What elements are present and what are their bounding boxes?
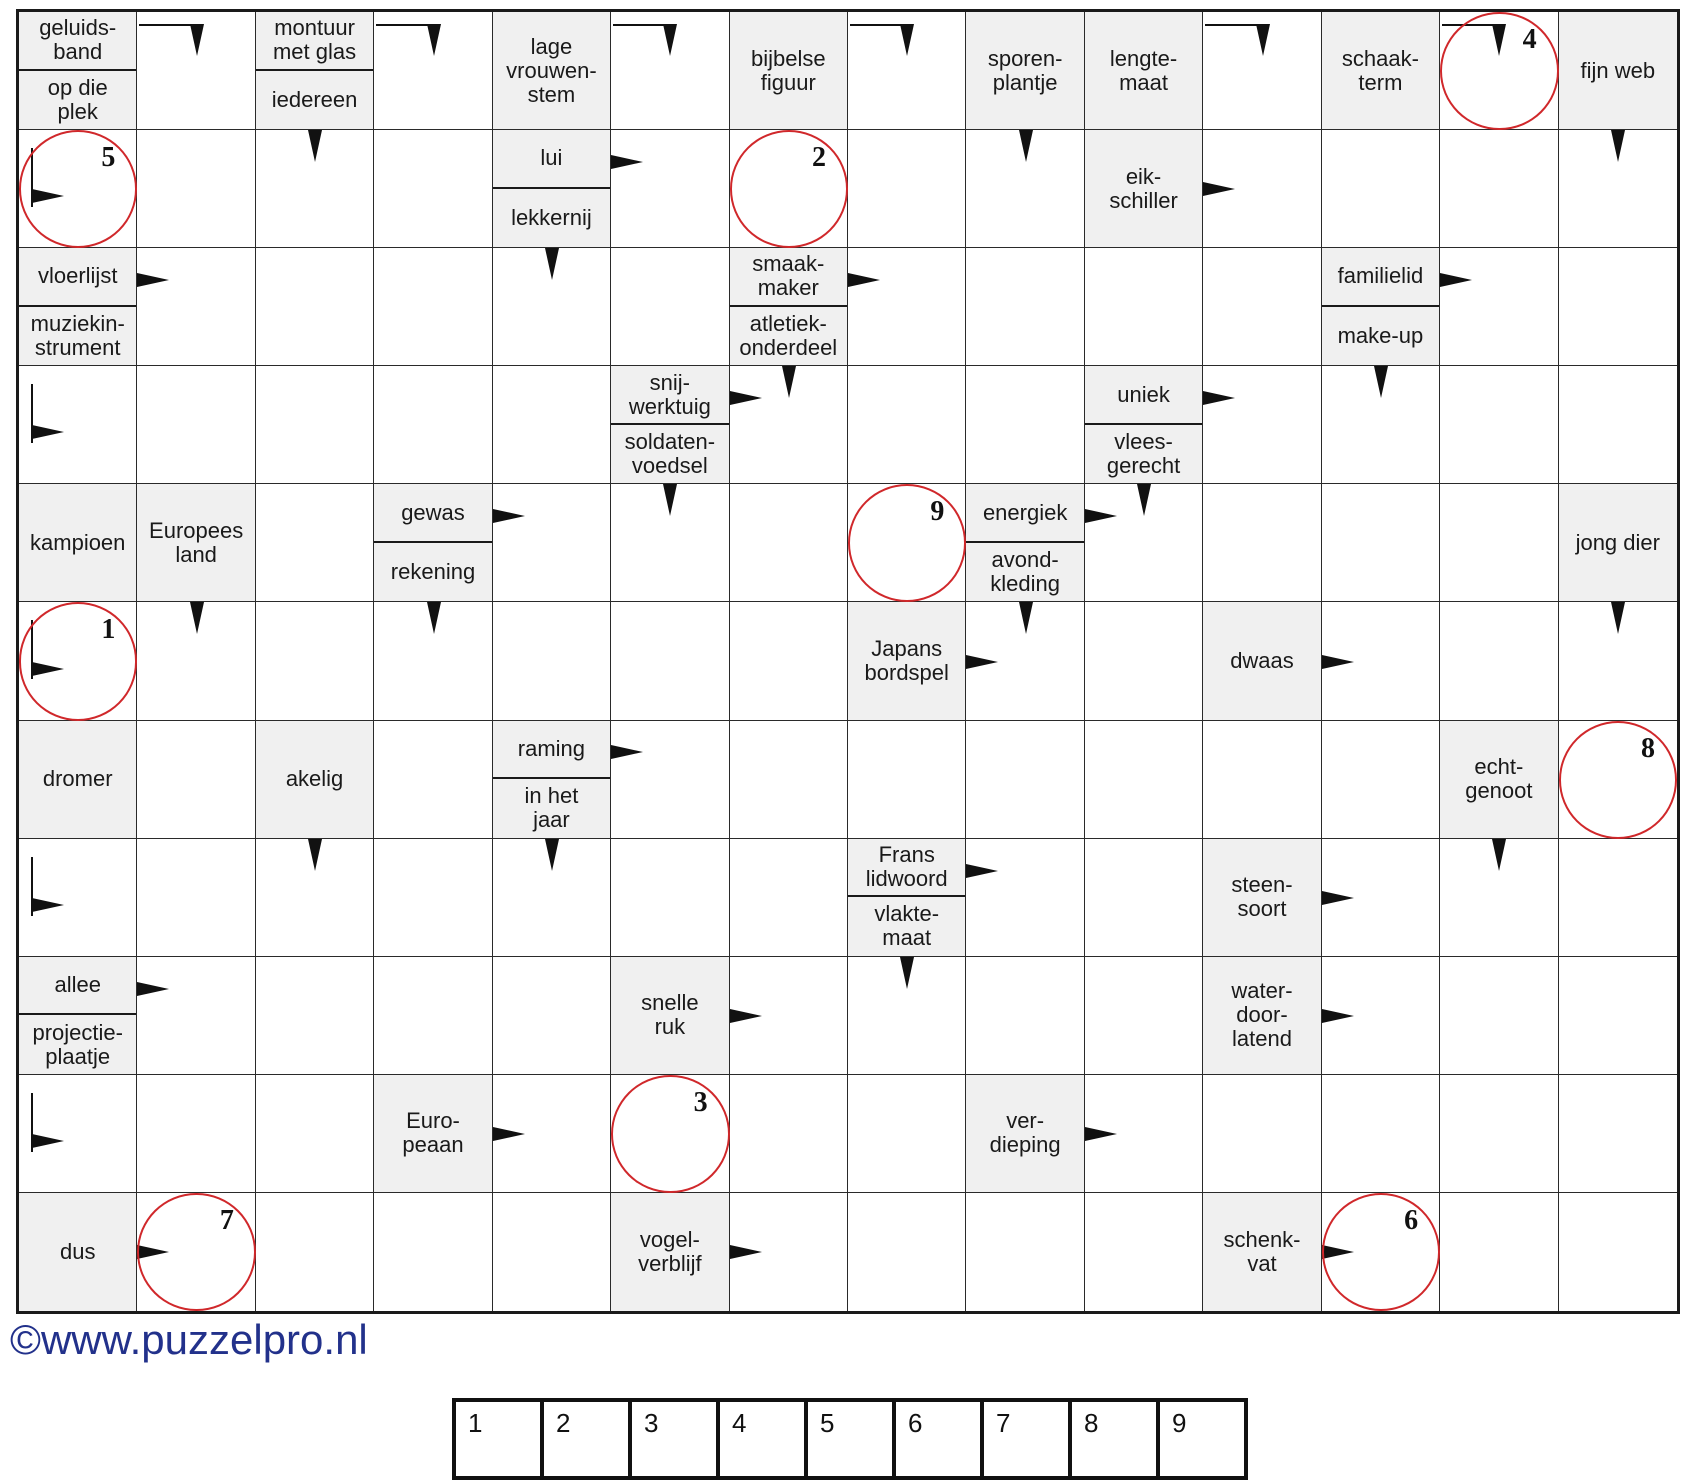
circle-number: 2 xyxy=(811,142,826,174)
answer-cell[interactable] xyxy=(256,484,374,602)
arrow-right-icon xyxy=(32,1134,64,1148)
clue-cell xyxy=(1203,839,1321,957)
clue-text: jong dier xyxy=(1575,529,1660,555)
answer-cell[interactable] xyxy=(1322,130,1440,248)
clue-text: schenk- vat xyxy=(1223,1226,1301,1276)
circle-number: 3 xyxy=(693,1086,708,1118)
arrow-down-icon xyxy=(1019,130,1033,162)
arrow-down-icon xyxy=(1019,602,1033,634)
clue-text-top: vloerlijst xyxy=(19,248,136,307)
answer-cell[interactable] xyxy=(611,130,729,248)
clue-cell xyxy=(19,957,137,1075)
answer-cell[interactable] xyxy=(1322,721,1440,839)
clue-cell xyxy=(730,12,848,130)
arrow-right-icon xyxy=(1440,273,1472,287)
solution-circle[interactable] xyxy=(1440,12,1558,130)
solution-circle[interactable] xyxy=(730,130,848,248)
clue-cell xyxy=(1085,366,1203,484)
answer-cell[interactable] xyxy=(374,957,492,1075)
arrow-down-icon xyxy=(1492,839,1506,871)
clue-text-top: smaak- maker xyxy=(730,248,847,307)
clue-text-bottom: make-up xyxy=(1337,322,1424,348)
clue-text-top: montuur met glas xyxy=(256,12,373,71)
clue-text-bottom: rekening xyxy=(390,559,476,585)
answer-cell[interactable] xyxy=(966,839,1084,957)
clue-text: sporen- plantje xyxy=(987,45,1063,95)
answer-cell[interactable] xyxy=(1559,957,1677,1075)
clue-text: bijbelse figuur xyxy=(750,45,826,95)
clue-text-top: snij- werktuig xyxy=(611,366,728,425)
answer-cell[interactable] xyxy=(1203,366,1321,484)
answer-cell[interactable] xyxy=(1440,484,1558,602)
arrow-right-icon xyxy=(730,1245,762,1259)
clue-cell xyxy=(1085,12,1203,130)
clue-text-bottom: atletiek- onderdeel xyxy=(739,310,838,360)
clue-text-bottom: avond- kleding xyxy=(990,547,1060,597)
solution-number: 9 xyxy=(1172,1408,1187,1438)
arrow-down-icon xyxy=(545,248,559,280)
arrow-down-icon xyxy=(308,130,322,162)
clue-text-top: uniek xyxy=(1085,366,1202,425)
clue-cell xyxy=(966,12,1084,130)
arrow-right-icon xyxy=(966,655,998,669)
arrow-down-icon xyxy=(1611,130,1625,162)
answer-cell[interactable] xyxy=(966,721,1084,839)
solution-cell[interactable] xyxy=(896,1402,984,1476)
arrow-down-icon xyxy=(1137,484,1151,516)
solution-cell[interactable] xyxy=(984,1402,1072,1476)
answer-cell[interactable] xyxy=(137,366,255,484)
clue-text: water- door- latend xyxy=(1231,978,1293,1052)
arrow-right-icon xyxy=(493,509,525,523)
answer-cell[interactable] xyxy=(966,366,1084,484)
answer-cell[interactable] xyxy=(730,602,848,720)
clue-text-top: Frans lidwoord xyxy=(848,839,965,898)
clue-text: dus xyxy=(59,1238,96,1264)
clue-text: kampioen xyxy=(30,529,126,555)
solution-cell[interactable] xyxy=(720,1402,808,1476)
answer-cell[interactable] xyxy=(1559,248,1677,366)
answer-cell[interactable] xyxy=(374,366,492,484)
answer-cell[interactable] xyxy=(1559,839,1677,957)
solution-number: 3 xyxy=(644,1408,659,1438)
clue-cell xyxy=(1203,957,1321,1075)
arrow-right-icon xyxy=(32,898,64,912)
solution-number: 2 xyxy=(556,1408,571,1438)
arrow-down-icon xyxy=(308,839,322,871)
answer-cell[interactable] xyxy=(1203,721,1321,839)
answer-cell[interactable] xyxy=(1559,1075,1677,1193)
clue-text: vogel- verblijf xyxy=(638,1226,702,1276)
answer-cell[interactable] xyxy=(1440,248,1558,366)
solution-circle[interactable] xyxy=(1322,1193,1440,1311)
solution-cell[interactable] xyxy=(544,1402,632,1476)
clue-text: lage vrouwen- stem xyxy=(506,33,597,107)
answer-cell[interactable] xyxy=(493,1193,611,1311)
arrow-right-icon xyxy=(730,1009,762,1023)
solution-circle[interactable] xyxy=(611,1075,729,1193)
clue-text-top: gewas xyxy=(374,484,491,543)
arrow-down-icon xyxy=(663,24,677,56)
arrow-right-icon xyxy=(1203,182,1235,196)
clue-cell xyxy=(1559,484,1677,602)
answer-cell[interactable] xyxy=(256,366,374,484)
answer-cell[interactable] xyxy=(848,130,966,248)
answer-cell[interactable] xyxy=(1559,366,1677,484)
circle-number: 1 xyxy=(101,614,116,646)
answer-cell[interactable] xyxy=(1085,248,1203,366)
clue-cell xyxy=(19,1193,137,1311)
clue-cell xyxy=(611,957,729,1075)
arrow-right-icon xyxy=(1322,1009,1354,1023)
arrow-right-icon xyxy=(137,273,169,287)
arrow-down-icon xyxy=(663,484,677,516)
copyright-link[interactable]: ©www.puzzelpro.nl xyxy=(10,1316,368,1363)
clue-cell xyxy=(611,366,729,484)
clue-cell xyxy=(1085,130,1203,248)
answer-cell[interactable] xyxy=(1440,602,1558,720)
answer-cell[interactable] xyxy=(1559,1193,1677,1311)
clue-cell xyxy=(966,484,1084,602)
answer-cell[interactable] xyxy=(1203,484,1321,602)
arrow-down-icon xyxy=(900,957,914,989)
arrow-down-icon xyxy=(545,839,559,871)
arrow-right-icon xyxy=(611,745,643,759)
solution-circle[interactable] xyxy=(137,1193,255,1311)
clue-cell xyxy=(1559,12,1677,130)
answer-cell[interactable] xyxy=(374,839,492,957)
clue-cell xyxy=(1203,1193,1321,1311)
clue-text-top: geluids- band xyxy=(19,12,136,71)
solution-circle[interactable] xyxy=(848,484,966,602)
arrow-down-icon xyxy=(900,24,914,56)
solution-number: 7 xyxy=(996,1408,1011,1438)
circle-number: 4 xyxy=(1522,24,1537,55)
answer-cell[interactable] xyxy=(493,957,611,1075)
answer-cell[interactable] xyxy=(374,248,492,366)
answer-cell[interactable] xyxy=(137,1075,255,1193)
arrow-down-icon xyxy=(1611,602,1625,634)
answer-cell[interactable] xyxy=(1085,839,1203,957)
clue-text-bottom: vlakte- maat xyxy=(874,901,940,951)
answer-cell[interactable] xyxy=(1085,957,1203,1075)
answer-cell[interactable] xyxy=(137,248,255,366)
circle-number: 5 xyxy=(101,142,116,174)
answer-cell[interactable] xyxy=(256,248,374,366)
clue-cell xyxy=(374,484,492,602)
circle-number: 7 xyxy=(219,1204,234,1236)
answer-cell[interactable] xyxy=(137,839,255,957)
clue-text-bottom: projectie- plaatje xyxy=(32,1019,123,1069)
clue-text-top: raming xyxy=(493,721,610,780)
solution-cell[interactable] xyxy=(1160,1402,1244,1476)
solution-circle[interactable] xyxy=(19,130,137,248)
clue-text: ver- dieping xyxy=(989,1108,1061,1158)
solution-number: 6 xyxy=(908,1408,923,1438)
solution-circle[interactable] xyxy=(19,602,137,720)
clue-cell xyxy=(1203,602,1321,720)
arrow-right-icon xyxy=(848,273,880,287)
clue-text-top: familielid xyxy=(1322,248,1439,307)
crossword-grid xyxy=(16,9,1680,1314)
clue-cell xyxy=(966,1075,1084,1193)
clue-cell xyxy=(19,248,137,366)
clue-text-bottom: soldaten- voedsel xyxy=(624,429,716,479)
answer-cell[interactable] xyxy=(730,839,848,957)
clue-text-bottom: iedereen xyxy=(271,86,358,112)
arrow-down-icon xyxy=(1374,366,1388,398)
answer-cell[interactable] xyxy=(256,957,374,1075)
arrow-right-icon xyxy=(1322,891,1354,905)
answer-cell[interactable] xyxy=(1440,130,1558,248)
answer-cell[interactable] xyxy=(493,484,611,602)
answer-cell[interactable] xyxy=(611,248,729,366)
solution-number: 4 xyxy=(732,1408,747,1438)
arrow-right-icon xyxy=(32,425,64,439)
solution-number: 8 xyxy=(1084,1408,1099,1438)
answer-cell[interactable] xyxy=(611,721,729,839)
answer-cell[interactable] xyxy=(256,602,374,720)
circle-number: 6 xyxy=(1404,1204,1419,1236)
answer-cell[interactable] xyxy=(848,366,966,484)
arrow-right-icon xyxy=(611,155,643,169)
clue-text-top: allee xyxy=(19,957,136,1016)
clue-cell xyxy=(848,602,966,720)
clue-text-bottom: muziekin- strument xyxy=(30,310,125,360)
arrow-right-icon xyxy=(1085,509,1117,523)
clue-cell xyxy=(19,484,137,602)
clue-cell xyxy=(730,248,848,366)
answer-cell[interactable] xyxy=(966,957,1084,1075)
answer-cell[interactable] xyxy=(848,1193,966,1311)
circle-number: 9 xyxy=(930,496,945,528)
clue-text: dwaas xyxy=(1230,647,1294,673)
clue-cell xyxy=(1322,248,1440,366)
arrow-down-icon xyxy=(427,602,441,634)
answer-cell[interactable] xyxy=(1440,1075,1558,1193)
clue-text: steen- soort xyxy=(1231,872,1293,922)
clue-text-bottom: vlees- gerecht xyxy=(1106,429,1181,479)
answer-cell[interactable] xyxy=(1203,248,1321,366)
clue-text: akelig xyxy=(285,766,344,792)
answer-cell[interactable] xyxy=(374,721,492,839)
solution-cell[interactable] xyxy=(632,1402,720,1476)
clue-text: schaak- term xyxy=(1341,45,1419,95)
solution-number: 1 xyxy=(468,1408,483,1438)
clue-text-top: energiek xyxy=(966,484,1083,543)
answer-cell[interactable] xyxy=(256,1193,374,1311)
answer-cell[interactable] xyxy=(730,1075,848,1193)
arrow-down-icon xyxy=(782,366,796,398)
arrow-right-icon xyxy=(730,391,762,405)
clue-cell xyxy=(493,12,611,130)
clue-text: Europees land xyxy=(149,517,244,567)
answer-cell[interactable] xyxy=(1322,1075,1440,1193)
solution-cell[interactable] xyxy=(1072,1402,1160,1476)
answer-cell[interactable] xyxy=(1203,1075,1321,1193)
answer-cell[interactable] xyxy=(848,248,966,366)
clue-cell xyxy=(374,1075,492,1193)
answer-cell[interactable] xyxy=(1085,721,1203,839)
arrow-right-icon xyxy=(137,982,169,996)
clue-text-bottom: in het jaar xyxy=(524,783,579,833)
answer-cell[interactable] xyxy=(137,721,255,839)
answer-cell[interactable] xyxy=(493,602,611,720)
clue-text: echt- genoot xyxy=(1465,754,1533,804)
clue-text: lengte- maat xyxy=(1109,45,1178,95)
solution-cell[interactable] xyxy=(456,1402,544,1476)
answer-cell[interactable] xyxy=(1440,1193,1558,1311)
solution-bar xyxy=(452,1398,1248,1480)
arrow-right-icon xyxy=(1322,655,1354,669)
answer-cell[interactable] xyxy=(1085,602,1203,720)
clue-cell xyxy=(493,130,611,248)
arrow-right-icon xyxy=(493,1127,525,1141)
clue-cell xyxy=(19,721,137,839)
clue-cell xyxy=(256,12,374,130)
answer-cell[interactable] xyxy=(730,721,848,839)
clue-text: Japans bordspel xyxy=(864,635,949,685)
answer-cell[interactable] xyxy=(374,130,492,248)
answer-cell[interactable] xyxy=(1322,484,1440,602)
clue-text-top: lui xyxy=(493,130,610,189)
clue-text-bottom: op die plek xyxy=(47,74,108,124)
answer-cell[interactable] xyxy=(1085,1193,1203,1311)
answer-cell[interactable] xyxy=(611,602,729,720)
clue-cell xyxy=(848,839,966,957)
answer-cell[interactable] xyxy=(137,957,255,1075)
clue-cell xyxy=(256,721,374,839)
clue-cell xyxy=(1322,12,1440,130)
arrow-down-icon xyxy=(190,602,204,634)
answer-cell[interactable] xyxy=(848,1075,966,1193)
answer-cell[interactable] xyxy=(1440,957,1558,1075)
answer-cell[interactable] xyxy=(848,721,966,839)
answer-cell[interactable] xyxy=(374,1193,492,1311)
answer-cell[interactable] xyxy=(1440,366,1558,484)
clue-cell xyxy=(493,721,611,839)
clue-text-bottom: lekkernij xyxy=(511,204,592,230)
clue-text: Euro- peaan xyxy=(402,1108,464,1158)
clue-text: snelle ruk xyxy=(641,990,699,1040)
arrow-down-icon xyxy=(190,24,204,56)
clue-text: dromer xyxy=(42,766,113,792)
solution-circle[interactable] xyxy=(1559,721,1677,839)
solution-number: 5 xyxy=(820,1408,835,1438)
clue-cell xyxy=(611,1193,729,1311)
arrow-down-icon xyxy=(427,24,441,56)
clue-text: eik- schiller xyxy=(1109,163,1178,213)
clue-cell xyxy=(1440,721,1558,839)
answer-cell[interactable] xyxy=(966,248,1084,366)
answer-cell[interactable] xyxy=(611,839,729,957)
arrow-right-icon xyxy=(1203,391,1235,405)
clue-cell xyxy=(19,12,137,130)
answer-cell[interactable] xyxy=(493,366,611,484)
answer-cell[interactable] xyxy=(966,1193,1084,1311)
arrow-down-icon xyxy=(1256,24,1270,56)
answer-cell[interactable] xyxy=(730,484,848,602)
clue-text: fijn web xyxy=(1580,57,1656,83)
answer-cell[interactable] xyxy=(256,1075,374,1193)
arrow-right-icon xyxy=(1085,1127,1117,1141)
solution-cell[interactable] xyxy=(808,1402,896,1476)
arrow-right-icon xyxy=(966,864,998,878)
circle-number: 8 xyxy=(1640,732,1655,764)
answer-cell[interactable] xyxy=(137,130,255,248)
clue-cell xyxy=(137,484,255,602)
